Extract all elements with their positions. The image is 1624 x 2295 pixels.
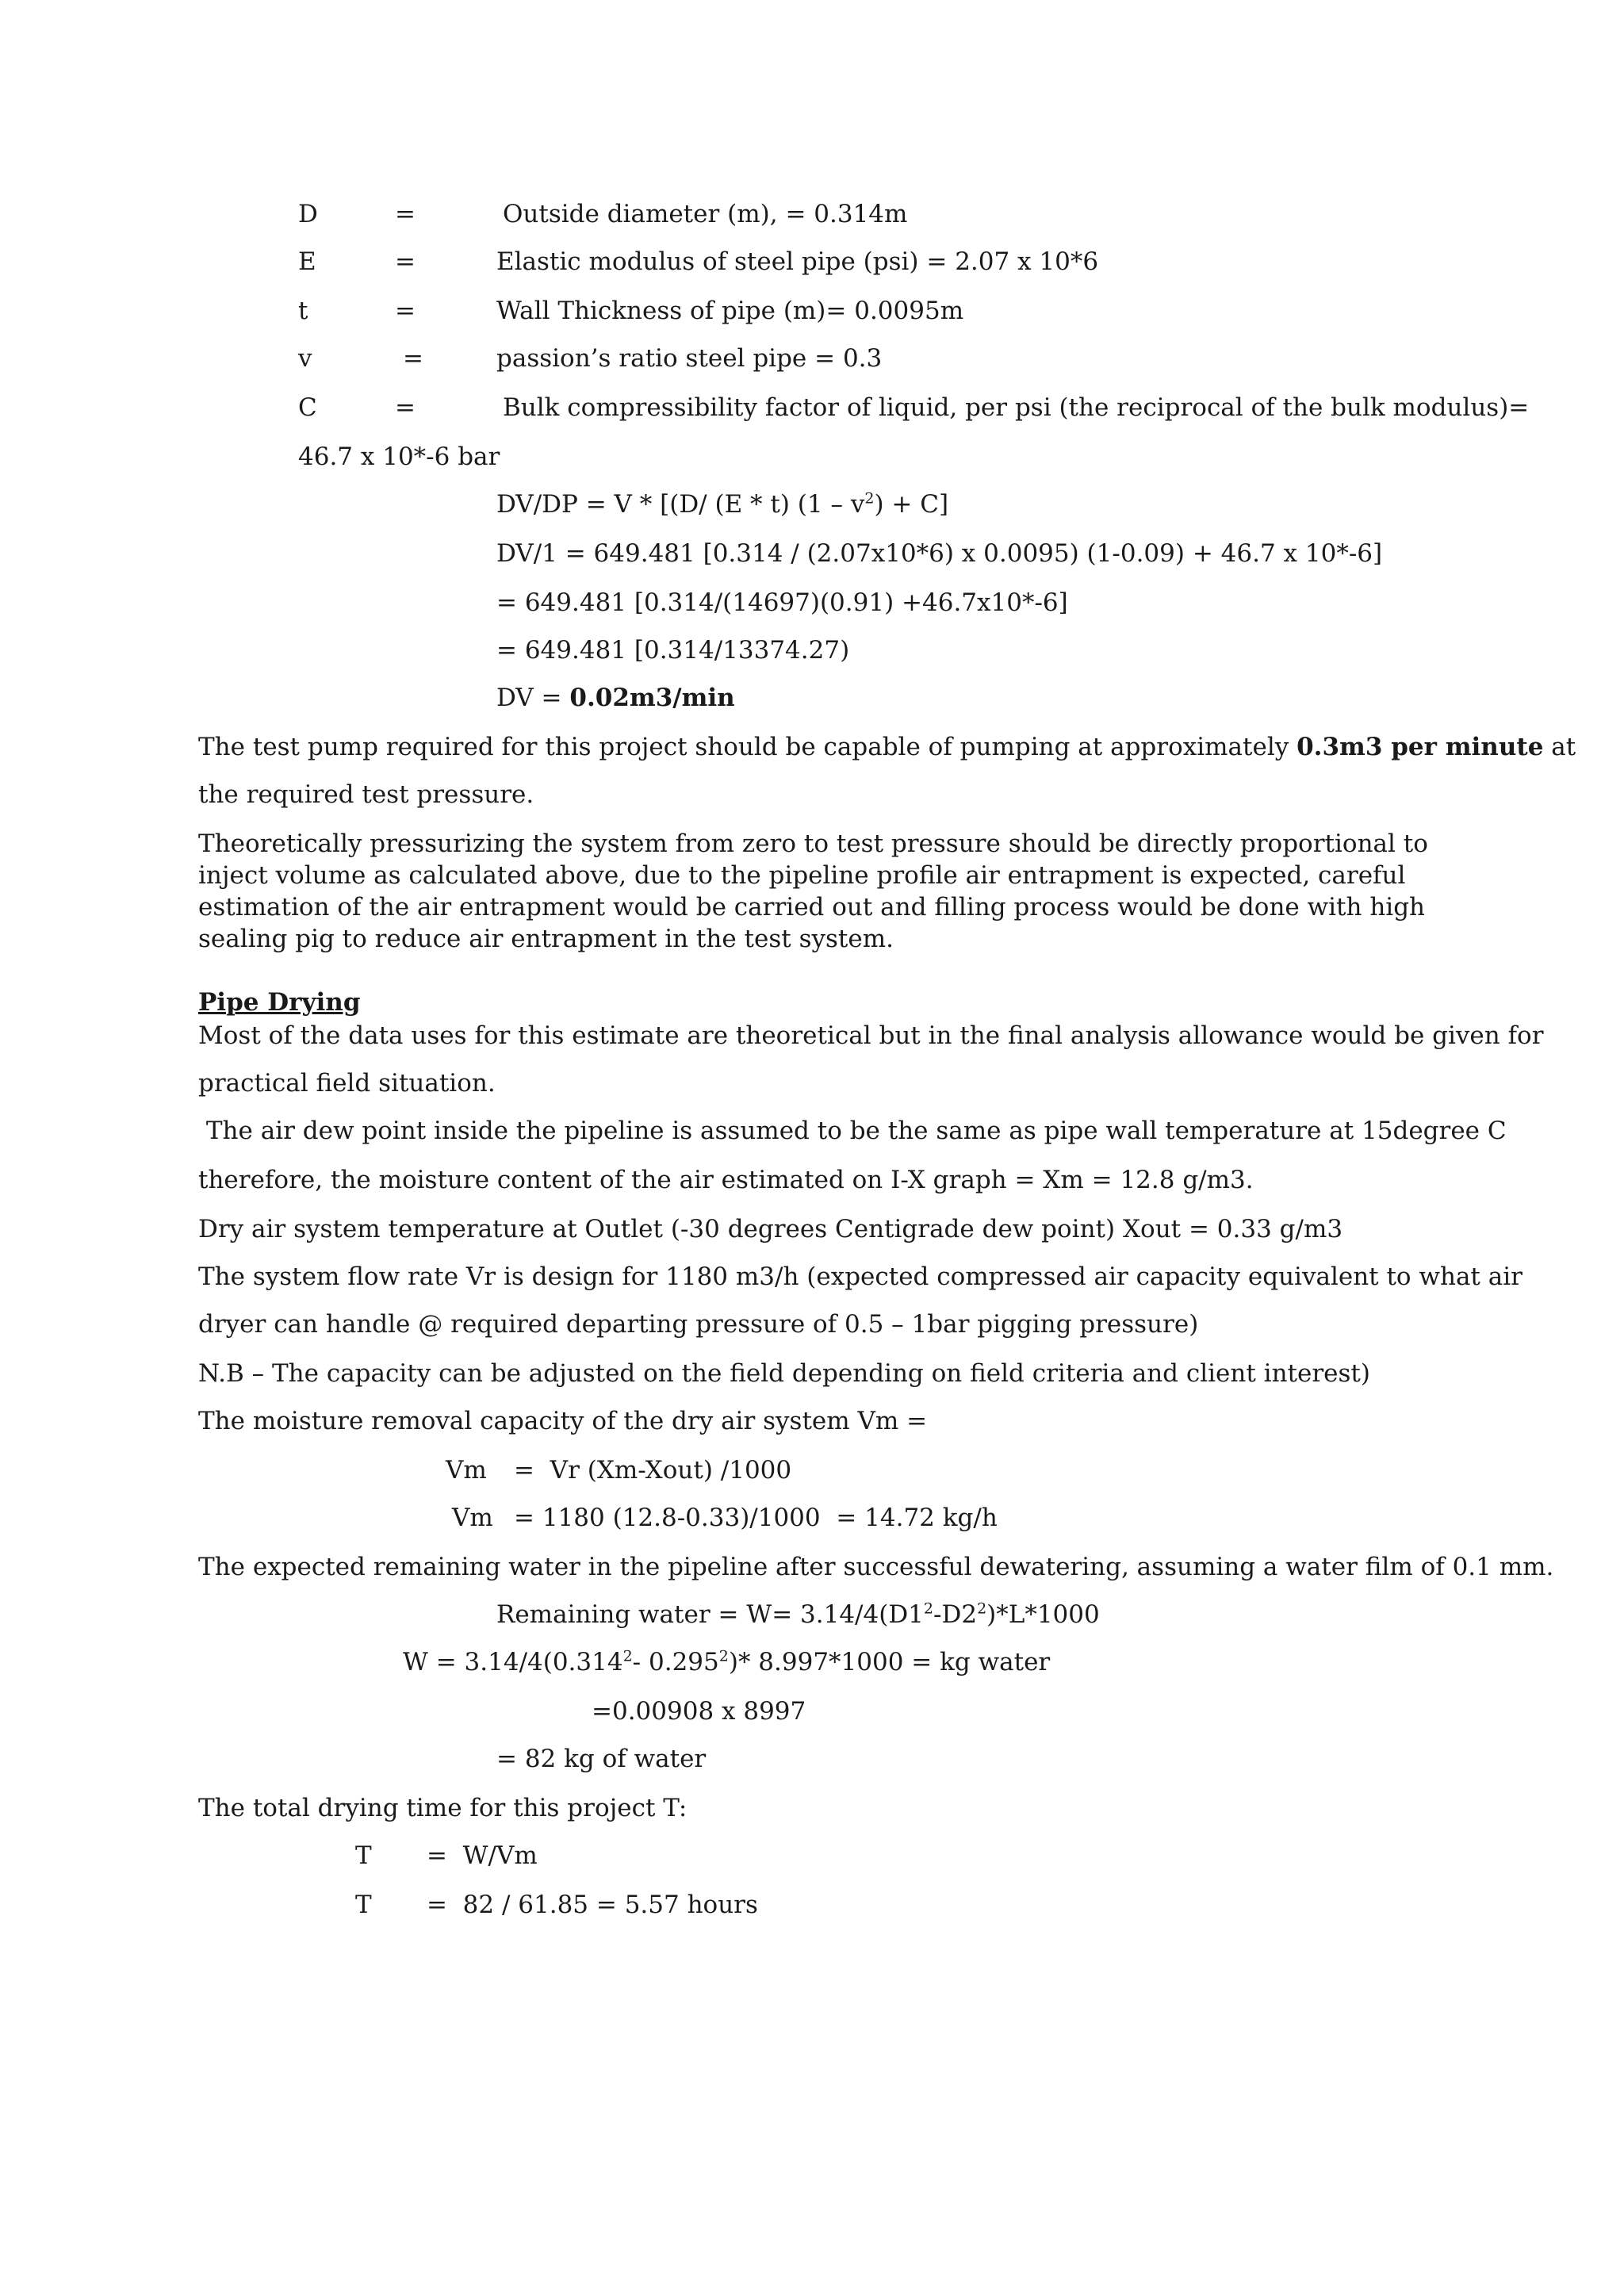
water-calc-step: =0.00908 x 8997: [592, 1697, 806, 1726]
equation-symbol: T: [355, 1891, 372, 1919]
drying-line: The air dew point inside the pipeline is assumed to be the same as pipe wall temperature at 15degree C: [198, 1117, 1507, 1145]
calc-formula: DV/DP = V * [(D/ (E * t) $(1 - v^2) + C$]: [496, 489, 949, 519]
calc-step: = 649.481 [0.314/13374.27): [496, 636, 850, 665]
drying-line: The total drying time for this project T:: [198, 1794, 688, 1822]
def-equals: =: [395, 393, 416, 422]
drying-line: N.B – The capacity can be adjusted on the field depending on field criteria and client interest): [198, 1359, 1370, 1388]
equation-symbol: Vm: [452, 1504, 493, 1532]
water-calc: $W = 3.14/4(0.314^2-$ 0.295$^2$)* 8.997*1000 = kg water: [403, 1647, 1051, 1676]
def-continuation: 46.7 x 10*-6 bar: [298, 443, 500, 471]
equation-symbol: Vm: [446, 1456, 487, 1485]
drying-line: dryer can handle @ required departing pressure of 0.5 – 1bar pigging pressure): [198, 1310, 1199, 1339]
equation-rhs: = Vr (Xm-Xout) /1000: [514, 1456, 792, 1485]
drying-line: Most of the data uses for this estimate are theoretical but in the final analysis allowance would be given for: [198, 1021, 1544, 1050]
water-calc-result: = 82 kg of water: [496, 1745, 707, 1773]
section-heading: Pipe Drying: [198, 988, 361, 1017]
drying-line: The expected remaining water in the pipeline after successful dewatering, assuming a water film of 0.1 mm.: [198, 1553, 1554, 1581]
def-symbol: v: [298, 344, 312, 373]
def-equals: =: [395, 247, 416, 276]
def-equals: =: [395, 200, 416, 228]
calc-step: DV/1 = 649.481 [0.314 / (2.07x10*6) x 0.0095) (1-0.09) + 46.7 x 10*-6]: [496, 539, 1383, 568]
theory-paragraph: Theoretically pressurizing the system from zero to test pressure should be directly proportional to inject volume as calculated above, due to the pipeline profile air entrapment is expected, careful estimation of the air entrapment would be carried out and filling process would be done with high sealing pig to reduce air entrapment in the test system.: [198, 829, 1428, 953]
def-description: Outside diameter (m), = 0.314m: [503, 200, 908, 228]
def-symbol: E: [298, 247, 316, 276]
equation-symbol: T: [355, 1841, 372, 1870]
def-equals: =: [395, 297, 416, 325]
equation-rhs: = 1180 (12.8-0.33)/1000 = 14.72 kg/h: [514, 1504, 998, 1532]
drying-line: The system flow rate Vr is design for 1180 m3/h (expected compressed air capacity equivalent to what air: [198, 1262, 1522, 1291]
drying-line: Dry air system temperature at Outlet (-30 degrees Centigrade dew point) Xout = 0.33 g/m3: [198, 1215, 1343, 1243]
pump-paragraph-line: the required test pressure.: [198, 780, 534, 809]
def-description: Wall Thickness of pipe (m)= 0.0095m: [496, 297, 964, 325]
def-symbol: t: [298, 297, 308, 325]
calc-result: DV = 0.02m3/min: [496, 684, 735, 712]
def-description: Elastic modulus of steel pipe (psi) = 2.07 x 10*6: [496, 247, 1099, 276]
drying-line: The moisture removal capacity of the dry air system Vm =: [198, 1407, 928, 1435]
calc-step: = 649.481 [0.314/(14697)(0.91) +46.7x10*-6]: [496, 588, 1068, 617]
def-equals: =: [403, 344, 423, 373]
drying-line: practical field situation.: [198, 1069, 496, 1098]
pump-paragraph-line: The test pump required for this project should be capable of pumping at approximately 0.3m3 per minute at: [198, 733, 1576, 761]
def-description: Bulk compressibility factor of liquid, per psi (the reciprocal of the bulk modulus)=: [503, 393, 1530, 422]
drying-line: therefore, the moisture content of the air estimated on I-X graph = Xm = 12.8 g/m3.: [198, 1166, 1254, 1194]
def-description: passion’s ratio steel pipe = 0.3: [496, 344, 883, 373]
def-symbol: D: [298, 200, 318, 228]
equation-rhs: = W/Vm: [427, 1841, 538, 1870]
equation-rhs: = 82 / 61.85 = 5.57 hours: [427, 1891, 758, 1919]
def-symbol: C: [298, 393, 317, 422]
remaining-water-formula: Remaining water = $W= 3.14/4(D1^2-D2^2)*L*1000$: [496, 1600, 1100, 1629]
